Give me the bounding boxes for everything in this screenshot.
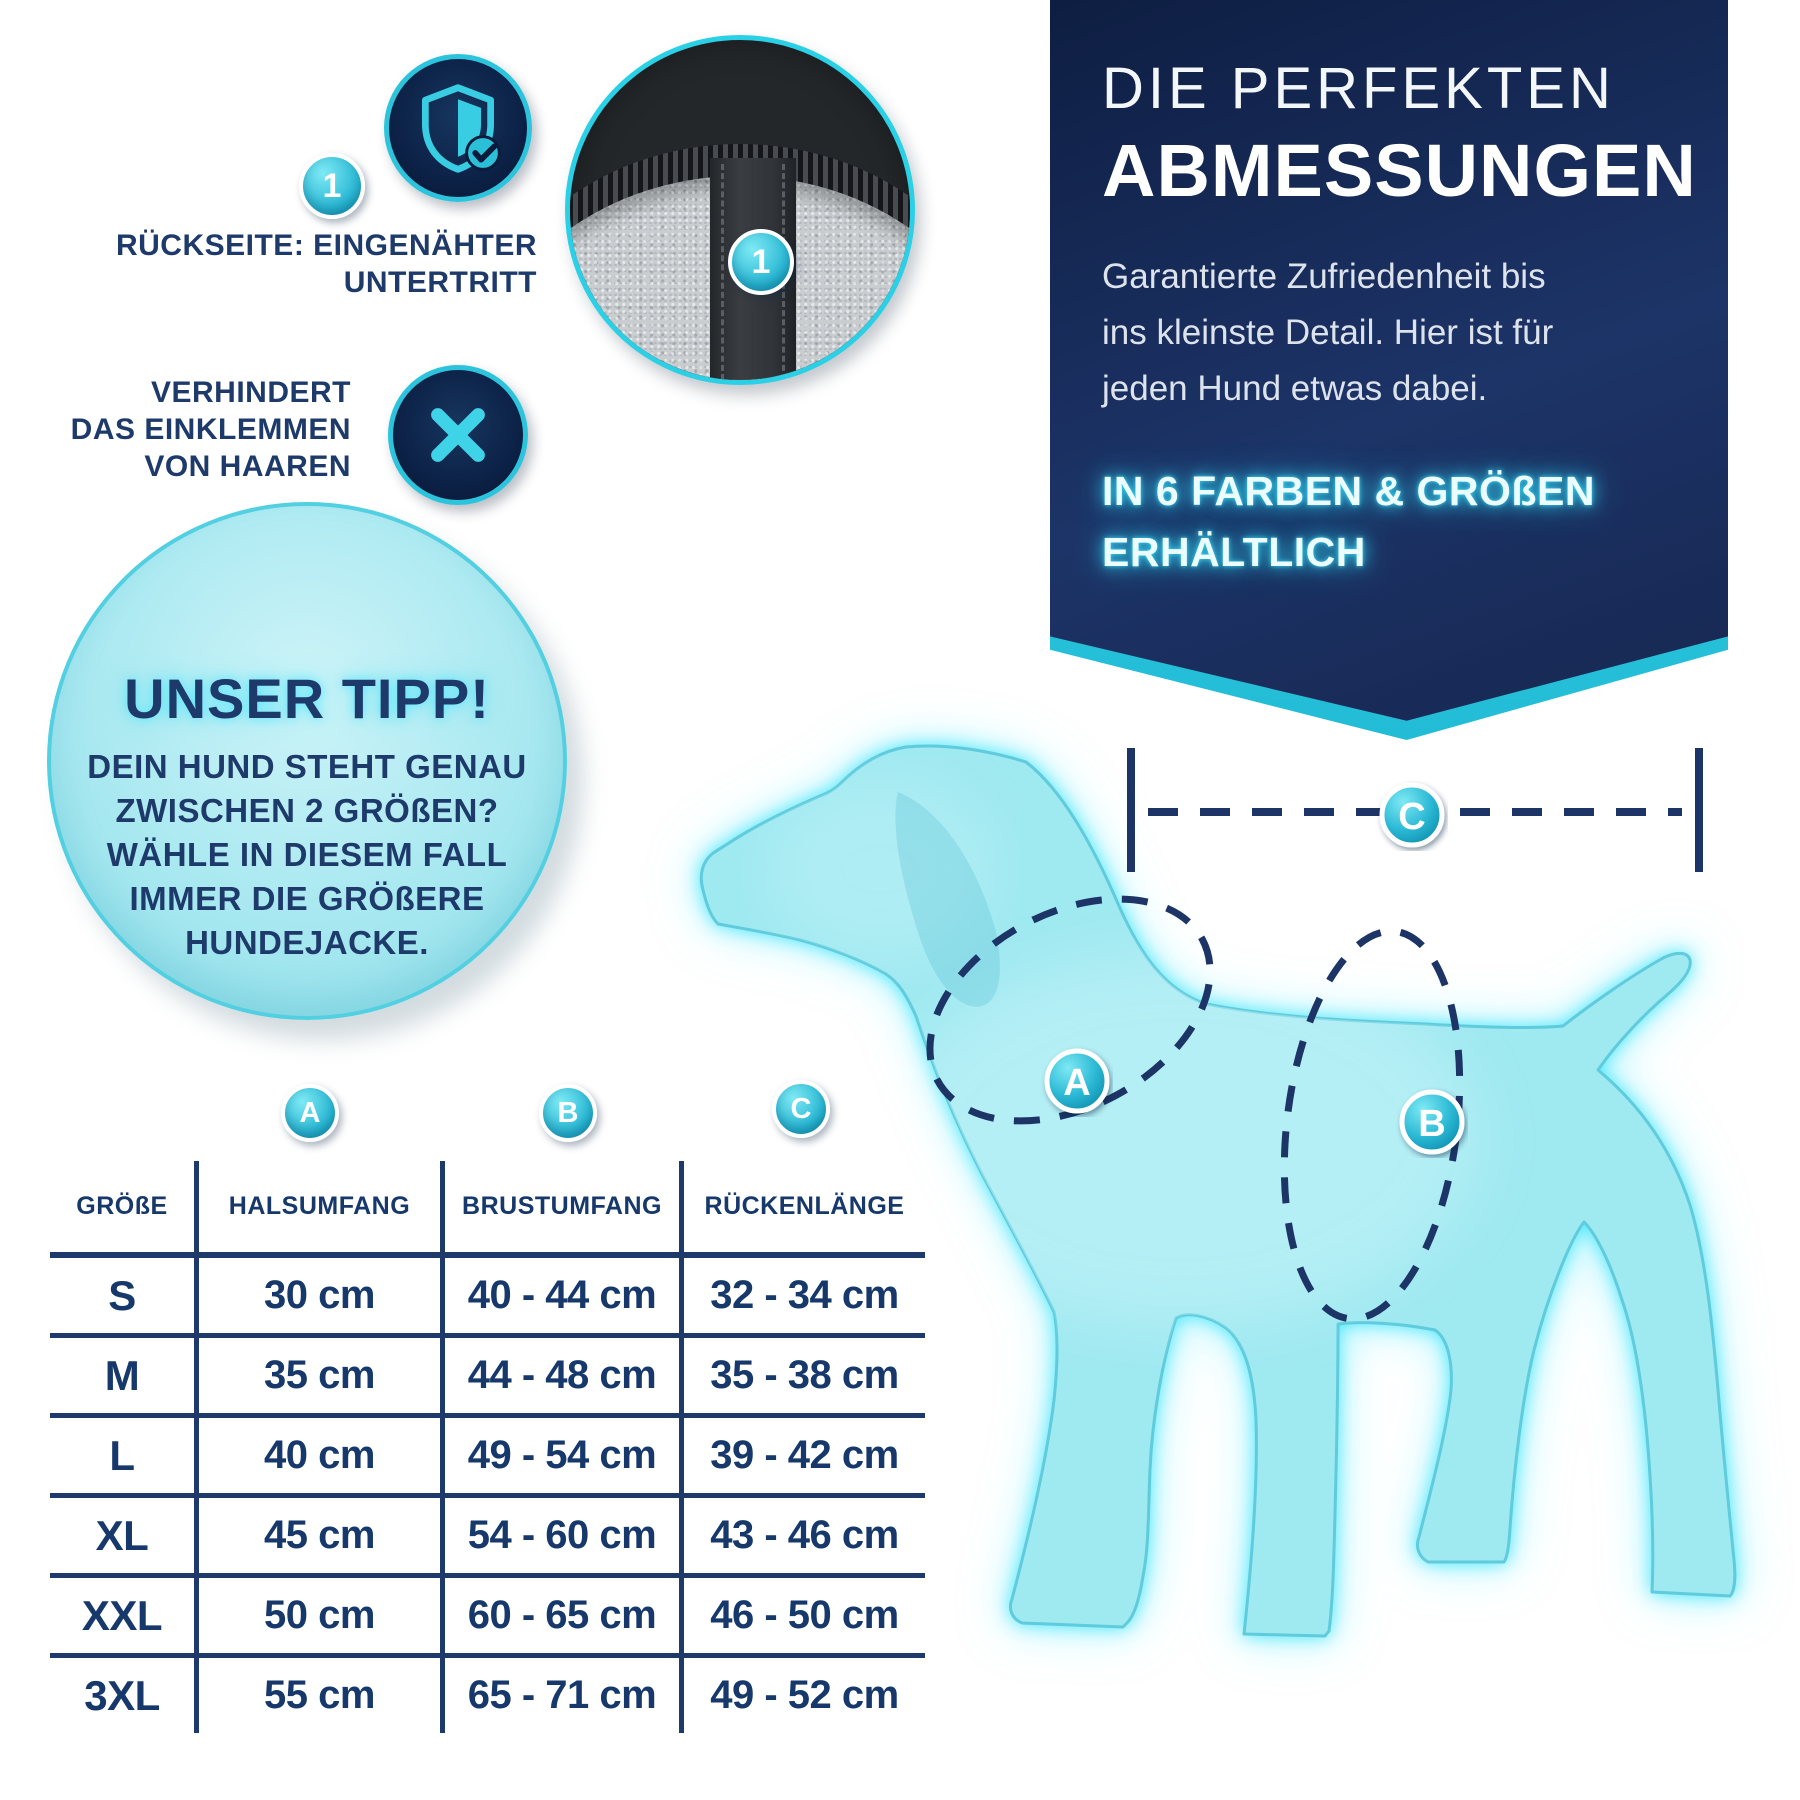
table-row-neck: 45 cm — [194, 1498, 440, 1578]
table-row-back: 46 - 50 cm — [679, 1578, 925, 1658]
svg-text:A: A — [1063, 1062, 1091, 1104]
table-row-neck: 40 cm — [194, 1418, 440, 1498]
back-feature-label — [116, 227, 537, 301]
header-chest: BRUSTUMFANG — [440, 1161, 679, 1258]
header-size: GRÖßE — [50, 1161, 194, 1258]
header-back: RÜCKENLÄNGE — [679, 1161, 925, 1258]
step-1-badge: 1 — [299, 153, 365, 219]
column-badge-c: C — [772, 1080, 830, 1138]
table-row-back: 35 - 38 cm — [679, 1338, 925, 1418]
header-neck: HALSUMFANG — [194, 1161, 440, 1258]
table-row-size: M — [50, 1338, 194, 1418]
shield-check-glyph — [410, 80, 506, 176]
back-feature-line1: RÜCKSEITE: EINGENÄHTER — [115, 229, 537, 262]
banner-title-line2: ABMESSUNGEN — [1102, 129, 1697, 212]
svg-text:B: B — [1418, 1103, 1446, 1145]
prevent-feature-line1: VERHINDERT — [150, 376, 351, 409]
tip-title: UNSER TIPP! — [124, 667, 490, 730]
banner-title-line1: DIE PERFEKTEN — [1102, 56, 1615, 121]
table-row-chest: 49 - 54 cm — [440, 1418, 679, 1498]
column-badge-b: B — [539, 1084, 597, 1142]
prevent-feature-line2: DAS EINKLEMMEN — [70, 413, 351, 446]
table-row-back: 49 - 52 cm — [679, 1658, 925, 1733]
shield-check-icon — [384, 54, 532, 202]
table-row-back: 32 - 34 cm — [679, 1258, 925, 1338]
prevent-feature-line3: VON HAAREN — [144, 450, 351, 483]
column-badge-a: A — [281, 1084, 339, 1142]
svg-text:C: C — [1398, 796, 1426, 838]
back-feature-line2: UNTERTRITT — [343, 266, 537, 299]
tip-line4: IMMER DIE GRÖßERE — [129, 880, 485, 917]
tip-bubble — [47, 502, 567, 1020]
prevent-feature-label — [71, 374, 351, 485]
product-detail-photo — [565, 35, 915, 385]
tip-line5: HUNDEJACKE. — [185, 924, 429, 961]
table-row-chest: 40 - 44 cm — [440, 1258, 679, 1338]
table-row-neck: 35 cm — [194, 1338, 440, 1418]
size-table — [50, 1161, 925, 1733]
table-row-back: 43 - 46 cm — [679, 1498, 925, 1578]
banner-body-line3: jeden Hund etwas dabei. — [1102, 369, 1488, 408]
table-row-chest: 65 - 71 cm — [440, 1658, 679, 1733]
tip-text — [87, 745, 527, 965]
tip-line3: WÄHLE IN DIESEM FALL — [106, 836, 508, 873]
banner-highlight-text — [1102, 461, 1682, 583]
table-row-size: 3XL — [84, 1671, 160, 1719]
table-row-neck: 55 cm — [194, 1658, 440, 1733]
table-row-back: 39 - 42 cm — [679, 1418, 925, 1498]
table-row-size: S — [50, 1258, 194, 1338]
table-row-neck: 50 cm — [194, 1578, 440, 1658]
x-glyph — [416, 393, 500, 477]
banner-body-line1: Garantierte Zufriedenheit bis — [1102, 257, 1546, 296]
banner-body-line2: ins kleinste Detail. Hier ist für — [1102, 313, 1554, 352]
table-row-neck: 30 cm — [194, 1258, 440, 1338]
banner-body-text — [1102, 249, 1682, 417]
banner-highlight-line1: IN 6 FARBEN & GRÖßEN — [1102, 468, 1595, 514]
table-row-size: L — [50, 1418, 194, 1498]
tip-line2: ZWISCHEN 2 GRÖßEN? — [115, 792, 499, 829]
table-row-chest: 60 - 65 cm — [440, 1578, 679, 1658]
x-icon — [388, 365, 528, 505]
table-row-size: XXL — [50, 1578, 194, 1658]
photo-step-1-badge: 1 — [728, 229, 794, 295]
diagram-badge-c — [1382, 785, 1442, 845]
tip-line1: DEIN HUND STEHT GENAU — [87, 748, 527, 785]
banner-highlight-line2: ERHÄLTLICH — [1102, 529, 1366, 575]
table-row-chest: 54 - 60 cm — [440, 1498, 679, 1578]
diagram-badge-b — [1402, 1092, 1462, 1152]
table-row-size: XL — [50, 1498, 194, 1578]
table-row-chest: 44 - 48 cm — [440, 1338, 679, 1418]
diagram-badge-a — [1047, 1051, 1107, 1111]
